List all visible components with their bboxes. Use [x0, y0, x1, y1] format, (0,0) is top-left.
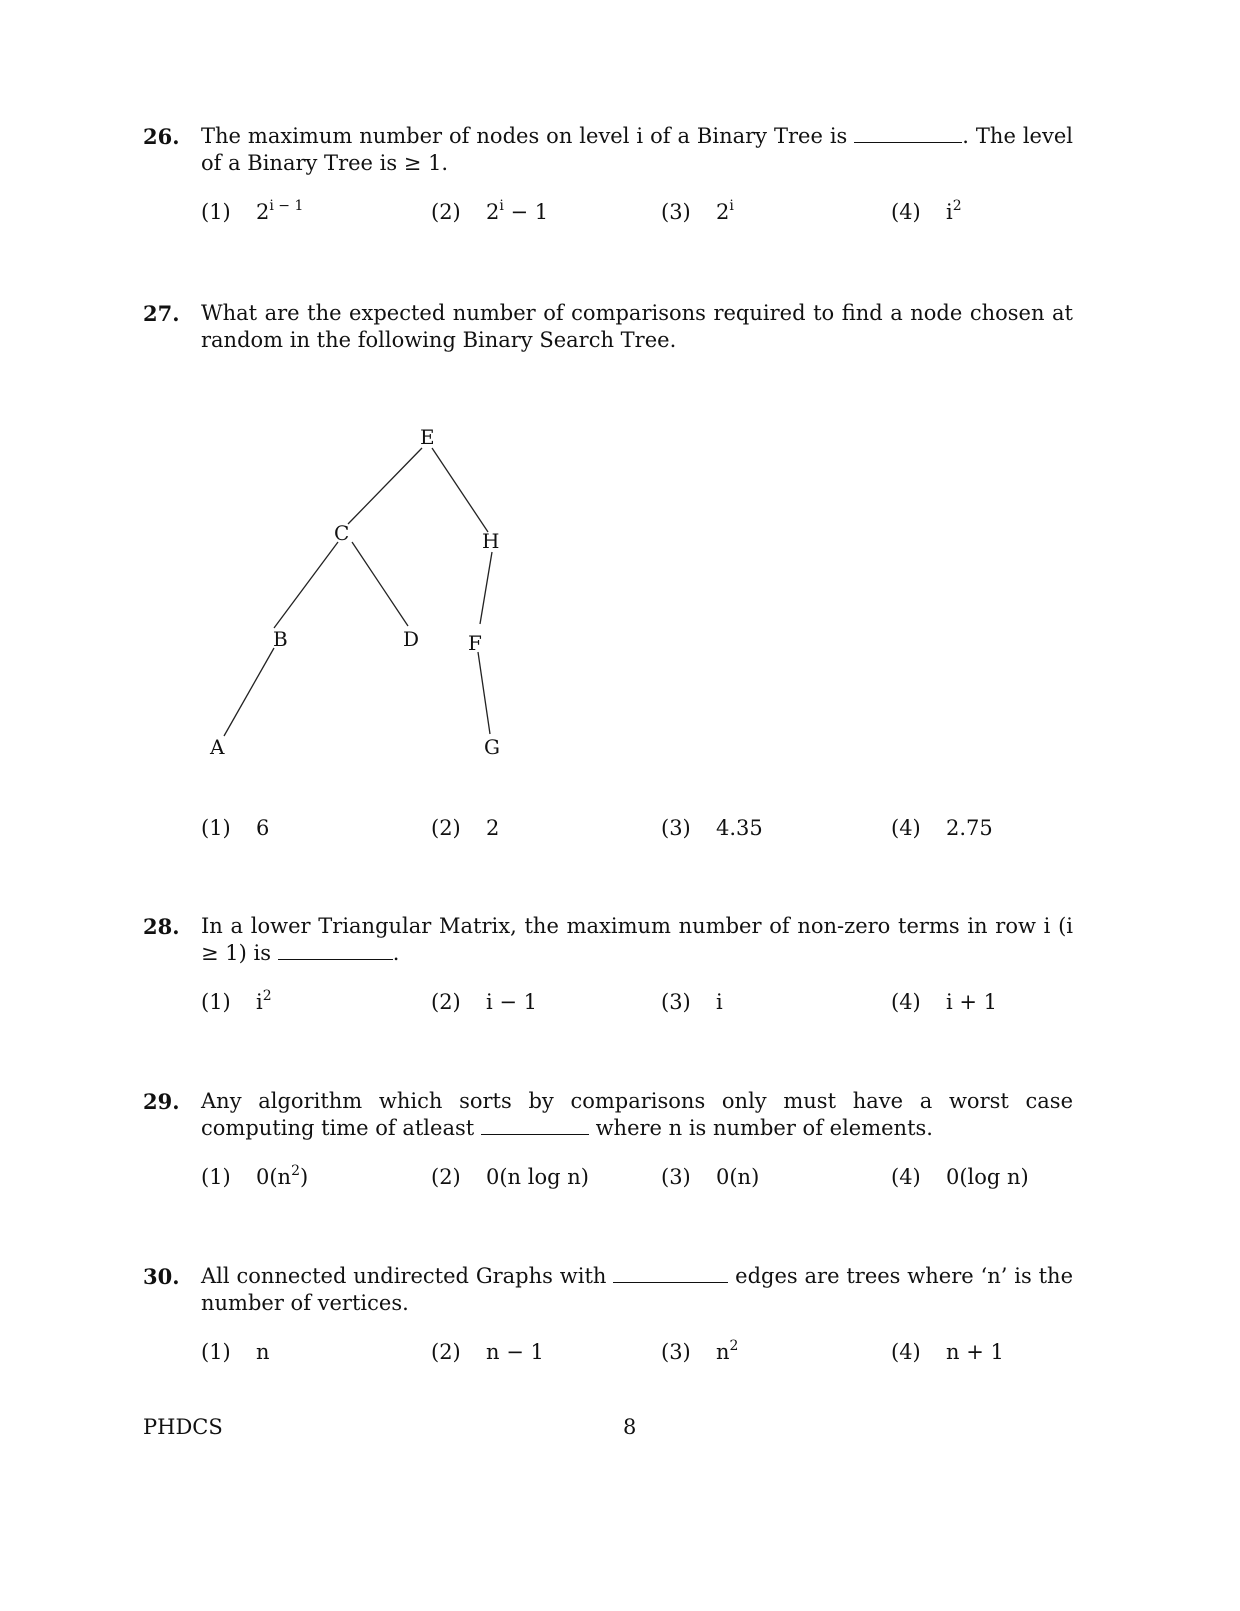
- question-28: [143, 913, 1073, 1023]
- edge-e-c: [348, 448, 422, 524]
- options-row: [201, 1339, 1073, 1369]
- options-row: [201, 1164, 1073, 1194]
- option-2[interactable]: (2) i − 1: [431, 990, 538, 1014]
- question-number: 26.: [143, 124, 180, 149]
- node-d: D: [403, 627, 420, 651]
- node-a: A: [210, 735, 225, 759]
- edge-b-a: [224, 648, 274, 736]
- option-3[interactable]: (3) i: [661, 990, 723, 1014]
- node-c: C: [334, 521, 350, 545]
- edge-f-g: [478, 652, 490, 734]
- option-2[interactable]: (2) n − 1: [431, 1340, 544, 1364]
- option-3[interactable]: (3) 0(n): [661, 1165, 760, 1189]
- option-1[interactable]: (1) 6: [201, 816, 270, 840]
- answer-blank: [613, 1264, 728, 1283]
- option-2[interactable]: (2) 0(n log n): [431, 1165, 589, 1189]
- option-2[interactable]: (2) 2: [431, 816, 500, 840]
- question-number: 28.: [143, 914, 180, 939]
- options-row: [201, 199, 1073, 229]
- question-text: In a lower Triangular Matrix, the maximum number of non-zero terms in row i (i ≥ 1) is .: [201, 914, 1073, 965]
- question-text: All connected undirected Graphs with edges are trees where ‘n’ is the number of vertices.: [201, 1264, 1073, 1315]
- node-f: F: [468, 631, 482, 655]
- question-number: 29.: [143, 1089, 180, 1114]
- question-29: [143, 1088, 1073, 1198]
- option-4[interactable]: (4) $i^2$: [891, 198, 962, 224]
- edge-c-d: [352, 542, 408, 626]
- question-30: [143, 1263, 1073, 1373]
- footer-code: PHDCS: [143, 1415, 223, 1439]
- page-number: 8: [623, 1415, 637, 1439]
- answer-blank: [481, 1116, 589, 1135]
- question-text: What are the expected number of comparisons required to find a node chosen at random in the following Binary Search Tree.: [201, 301, 1073, 352]
- answer-blank: [854, 124, 962, 143]
- edge-e-h: [432, 448, 488, 532]
- question-text: The maximum number of nodes on level i of a Binary Tree is . The level of a Binary Tree is ≥ 1.: [201, 124, 1073, 175]
- option-2[interactable]: (2) $2^i - 1$: [431, 198, 549, 224]
- question-text: Any algorithm which sorts by comparisons only must have a worst case computing time of atleast where n is number of elements.: [201, 1089, 1073, 1140]
- node-g: G: [484, 735, 500, 759]
- node-e: E: [420, 425, 435, 449]
- option-4[interactable]: (4) 0(log n): [891, 1165, 1029, 1189]
- node-b: B: [273, 627, 288, 651]
- question-27-options: [143, 815, 1073, 845]
- option-3[interactable]: (3) 2$^i$: [661, 198, 734, 224]
- options-row: [201, 815, 1073, 845]
- answer-blank: [278, 941, 393, 960]
- edge-c-b: [274, 542, 338, 628]
- option-4[interactable]: (4) i + 1: [891, 990, 998, 1014]
- edge-h-f: [480, 552, 492, 624]
- option-1[interactable]: (1) n: [201, 1340, 270, 1364]
- question-number: 30.: [143, 1264, 180, 1289]
- option-1[interactable]: (1) $i^2$: [201, 988, 272, 1014]
- question-27: [143, 300, 1073, 360]
- option-1[interactable]: (1) $2^{i - 1}$: [201, 198, 304, 224]
- node-h: H: [482, 529, 500, 553]
- option-1[interactable]: (1) $0(n^2)$: [201, 1163, 309, 1189]
- question-26: [143, 123, 1073, 233]
- option-4[interactable]: (4) n + 1: [891, 1340, 1004, 1364]
- options-row: [201, 989, 1073, 1019]
- option-4[interactable]: (4) 2.75: [891, 816, 993, 840]
- binary-search-tree-diagram: [200, 420, 530, 770]
- option-3[interactable]: (3) 4.35: [661, 816, 763, 840]
- question-number: 27.: [143, 301, 180, 326]
- option-3[interactable]: (3) $n^2$: [661, 1338, 739, 1364]
